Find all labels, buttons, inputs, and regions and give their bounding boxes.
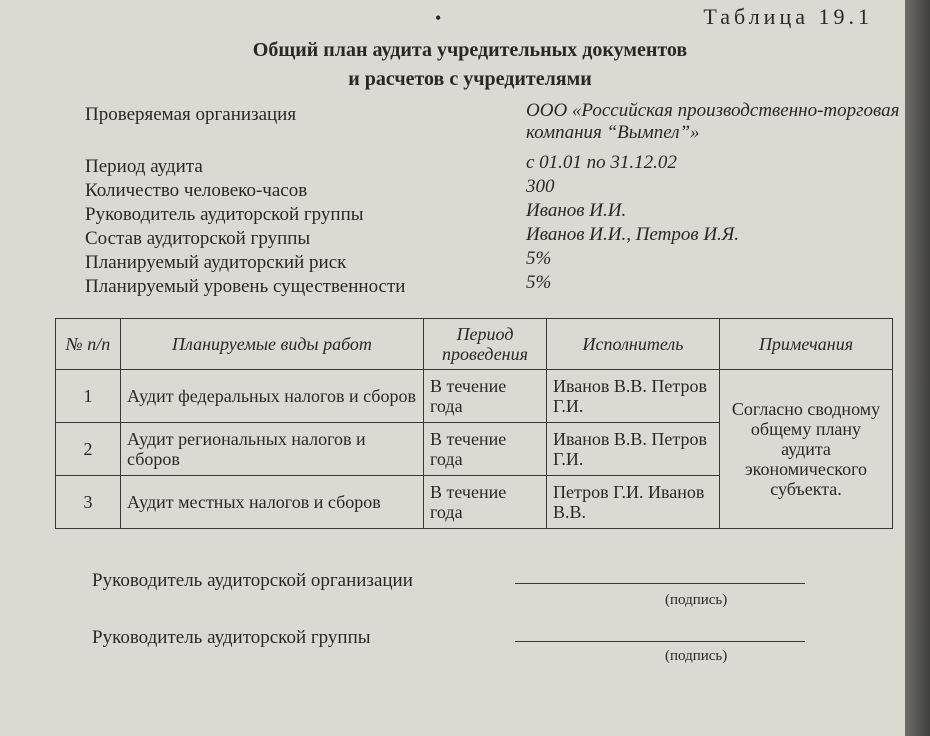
document-title bbox=[150, 36, 790, 94]
org-head-signature-caption: (подпись) bbox=[665, 592, 728, 608]
materiality-label: Планируемый уровень существенности bbox=[85, 276, 406, 297]
org-label: Проверяемая организация bbox=[85, 104, 297, 125]
row-num: 1 bbox=[56, 370, 121, 423]
row-work: Аудит местных налогов и сборов bbox=[121, 476, 424, 529]
row-executor: Иванов В.В. Петров Г.И. bbox=[547, 370, 720, 423]
notes-cell: Согласно сводному общему плану аудита экономического субъекта. bbox=[720, 370, 893, 529]
table-header-row bbox=[56, 319, 893, 370]
risk-value: 5% bbox=[526, 248, 552, 269]
org-head-signature-line bbox=[515, 583, 805, 584]
title-line-2: и расчетов с учредителями bbox=[348, 68, 592, 90]
row-executor: Петров Г.И. Иванов В.В. bbox=[547, 476, 720, 529]
group-head-signature-caption: (подпись) bbox=[665, 648, 728, 664]
row-work: Аудит региональных налогов и сборов bbox=[121, 423, 424, 476]
period-label: Период аудита bbox=[85, 156, 203, 177]
row-work: Аудит федеральных налогов и сборов bbox=[121, 370, 424, 423]
title-line-1: Общий план аудита учредительных документов bbox=[252, 39, 688, 61]
row-period: В течение года bbox=[424, 476, 547, 529]
group-head-signature-line bbox=[515, 641, 805, 642]
group-head-signature-label: Руководитель аудиторской группы bbox=[92, 627, 371, 648]
period-value: с 01.01 по 31.12.02 bbox=[526, 152, 677, 173]
team-label: Состав аудиторской группы bbox=[85, 228, 311, 249]
hours-value: 300 bbox=[526, 176, 555, 197]
header-notes: Примечания bbox=[720, 319, 893, 370]
audit-plan-table bbox=[55, 318, 893, 529]
row-num: 2 bbox=[56, 423, 121, 476]
stray-mark: • bbox=[435, 8, 442, 28]
org-head-signature-label: Руководитель аудиторской организации bbox=[92, 570, 413, 591]
risk-label: Планируемый аудиторский риск bbox=[85, 252, 347, 273]
header-num: № п/п bbox=[56, 319, 121, 370]
header-executor: Исполнитель bbox=[547, 319, 720, 370]
row-period: В течение года bbox=[424, 423, 547, 476]
page-edge-shadow bbox=[905, 0, 930, 736]
hours-label: Количество человеко-часов bbox=[85, 180, 308, 201]
org-value: ООО «Российская производственно-торговая компания “Вымпел”» bbox=[526, 100, 900, 143]
table-row bbox=[56, 370, 893, 423]
header-work: Планируемые виды работ bbox=[121, 319, 424, 370]
team-value: Иванов И.И., Петров И.Я. bbox=[526, 224, 740, 245]
header-period: Период проведения bbox=[424, 319, 547, 370]
row-executor: Иванов В.В. Петров Г.И. bbox=[547, 423, 720, 476]
row-period: В течение года bbox=[424, 370, 547, 423]
leader-label: Руководитель аудиторской группы bbox=[85, 204, 364, 225]
table-number: Таблица 19.1 bbox=[703, 4, 873, 29]
leader-value: Иванов И.И. bbox=[526, 200, 627, 221]
row-num: 3 bbox=[56, 476, 121, 529]
materiality-value: 5% bbox=[526, 272, 552, 293]
